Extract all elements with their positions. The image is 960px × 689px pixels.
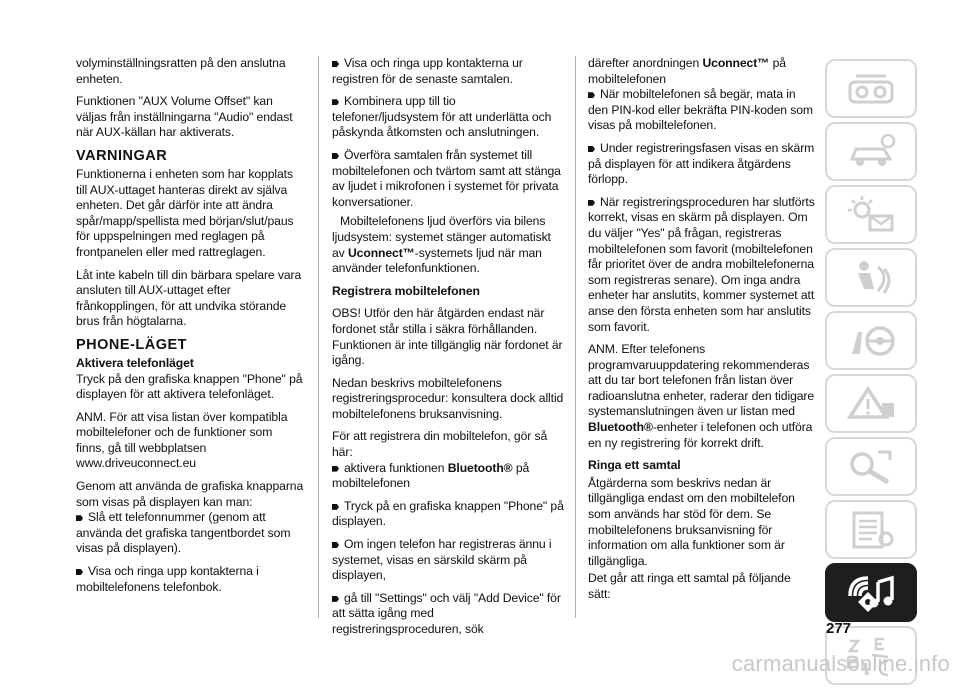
car-info-icon xyxy=(844,131,898,173)
paragraph: Funktionerna i enheten som har kopplats till AUX-uttaget hanteras direkt av själva enheten. Det går därför inte att ändra spår/mapp/spellista med början/slut/paus för uppspelningen med reglagen på frontpanelen eller med rattreglagen. xyxy=(76,166,294,259)
paragraph: Mobiltelefonens ljud överförs via bilens ljudsystem: systemet stänger automatiskt av Uconnect™-systemets ljud när man använder telefonfunktionen. xyxy=(332,214,551,276)
column-divider xyxy=(318,56,319,618)
paragraph: Åtgärderna som beskrivs nedan är tillgängliga endast om den mobiltelefon som används har stöd för dem. Se mobiltelefonens bruksanvisning för information om alla funktioner som är tillgängliga. xyxy=(588,475,795,568)
bullet-arrow-icon xyxy=(332,542,339,548)
paragraph: Tryck på den grafiska knappen "Phone" på displayen för att aktivera telefonläget. xyxy=(76,371,303,402)
list-item: Visa och ringa upp kontakterna ur registren för de senaste samtalen. xyxy=(332,56,523,86)
tab-maintenance[interactable] xyxy=(825,437,917,496)
paragraph: ANM. Efter telefonens programvaruuppdatering rekommenderas att du tar bort telefonen från listan över radioanslutna enheter, raderar den tidigare systemanslutningen även ur listan med Bluetooth®-enheter i telefonen och utföra en ny registrering för korrekt drift. xyxy=(588,342,815,450)
bullet-arrow-icon xyxy=(332,466,339,472)
subheading-activate-phone: Aktivera telefonläget xyxy=(76,355,194,370)
paragraph: För att registrera din mobiltelefon, gör så här: xyxy=(332,429,548,460)
paragraph: Nedan beskrivs mobiltelefonens registreringsprocedur: konsultera dock alltid mobiltelefonens bruksanvisning. xyxy=(332,375,564,421)
list-item: gå till "Settings" och välj "Add Device" för att sätta igång med registreringsproceduren, sök xyxy=(332,590,561,636)
bullet-arrow-icon xyxy=(76,515,83,521)
tab-specifications[interactable] xyxy=(825,500,917,559)
list-item: Kombinera upp till tio telefoner/ljudsystem för att underlätta och påskynda åtkomsten och anslutningen. xyxy=(332,94,552,140)
subheading-register-phone: Registrera mobiltelefonen xyxy=(332,283,480,298)
bullet-arrow-icon xyxy=(332,61,339,67)
paragraph: volyminställningsratten på den anslutna enheten. xyxy=(76,56,286,86)
bullet-arrow-icon xyxy=(588,92,595,98)
tab-steering-wheel[interactable] xyxy=(825,311,917,370)
emergency-tow-icon xyxy=(844,383,898,425)
text-column-2 xyxy=(332,56,564,645)
chapter-tab-bar xyxy=(825,59,917,689)
bullet-arrow-icon xyxy=(332,504,339,510)
list-item: Om ingen telefon har registreras ännu i systemet, visas en särskild skärm på displayen, xyxy=(332,537,552,583)
tab-warning-lights[interactable] xyxy=(825,185,917,244)
list-item: Överföra samtalen från systemet till mobiltelefonen och tvärtom samt att stänga av ljudet i mikrofonen i systemet för privata konversationer. xyxy=(332,147,561,209)
section-heading-warnings: VARNINGAR xyxy=(76,147,168,164)
column-divider xyxy=(575,56,576,618)
bullet-arrow-icon xyxy=(332,99,339,105)
paragraph: därefter anordningen Uconnect™ på mobiltelefonen xyxy=(588,56,786,86)
list-item: aktivera funktionen Bluetooth® på mobiltelefonen xyxy=(332,460,530,491)
bullet-arrow-icon xyxy=(332,153,339,159)
maintenance-icon xyxy=(844,446,898,488)
tab-emergency-tow[interactable] xyxy=(825,374,917,433)
text-column-3 xyxy=(588,56,816,610)
tab-car-dashboard[interactable] xyxy=(825,59,917,118)
car-dashboard-icon xyxy=(844,68,898,110)
specifications-icon xyxy=(844,509,898,551)
section-heading-phone-mode: PHONE-LÄGET xyxy=(76,336,188,353)
bullet-arrow-icon xyxy=(588,146,595,152)
steering-wheel-icon xyxy=(844,320,898,362)
list-item: Slå ett telefonnummer (genom att använda det grafiska tangentbordet som visas på displayen). xyxy=(76,510,291,556)
subheading-make-call: Ringa ett samtal xyxy=(588,458,681,473)
list-item: När registreringsproceduren har slutförts korrekt, visas en skärm på displayen. Om du väljer "Yes" på frågan, registreras mobiltelefonen som favorit (mobiltelefonen får prioritet över de andra mobiltelefonerna som registreras senare). Om inga andra enheter har anslutits, kommer systemet att anse den första enheten som har anslutits som favorit. xyxy=(588,194,815,334)
bullet-arrow-icon xyxy=(588,200,595,206)
paragraph: Genom att använda de grafiska knapparna som visas på displayen kan man: xyxy=(76,479,304,509)
list-item: När mobiltelefonen så begär, mata in den PIN-kod eller bekräfta PIN-koden som visas på mobiltelefonen. xyxy=(588,87,813,133)
bullet-arrow-icon xyxy=(332,596,339,602)
paragraph: Låt inte kabeln till din bärbara spelare vara ansluten till AUX-uttaget efter frånkopplingen, för att undvika störande brus från högtalarna. xyxy=(76,267,302,329)
list-item: Under registreringsfasen visas en skärm på displayen för att indikera åtgärdens förlopp. xyxy=(588,140,815,187)
list-item: Visa och ringa upp kontakterna i mobiltelefonens telefonbok. xyxy=(76,564,259,594)
warning-lights-icon xyxy=(844,194,898,236)
paragraph: OBS! Utför den här åtgärden endast när fordonet står stilla i säkra förhållanden. Funktionen är inte tillgänglig när fordonet är igång. xyxy=(332,306,563,368)
multimedia-icon xyxy=(844,572,898,614)
tab-car-info[interactable] xyxy=(825,122,917,181)
paragraph: Funktionen "AUX Volume Offset" kan väljas från inställningarna "Audio" endast när AUX-källan har aktiverats. xyxy=(76,94,293,140)
watermark: carmanualsonline.info xyxy=(731,651,950,676)
tab-airbag-safety[interactable] xyxy=(825,248,917,307)
text-column-1 xyxy=(76,56,304,602)
page-number: 277 xyxy=(826,620,852,637)
paragraph: ANM. För att visa listan över kompatibla mobiltelefoner och de funktioner som finns, gå till webbplatsen www.driveuconnect.eu xyxy=(76,409,288,471)
bullet-arrow-icon xyxy=(76,569,83,575)
airbag-safety-icon xyxy=(844,257,898,299)
tab-multimedia[interactable] xyxy=(825,563,917,622)
list-item: Tryck på en grafiska knappen "Phone" på displayen. xyxy=(332,498,564,529)
paragraph: Det går att ringa ett samtal på följande sätt: xyxy=(588,571,791,601)
